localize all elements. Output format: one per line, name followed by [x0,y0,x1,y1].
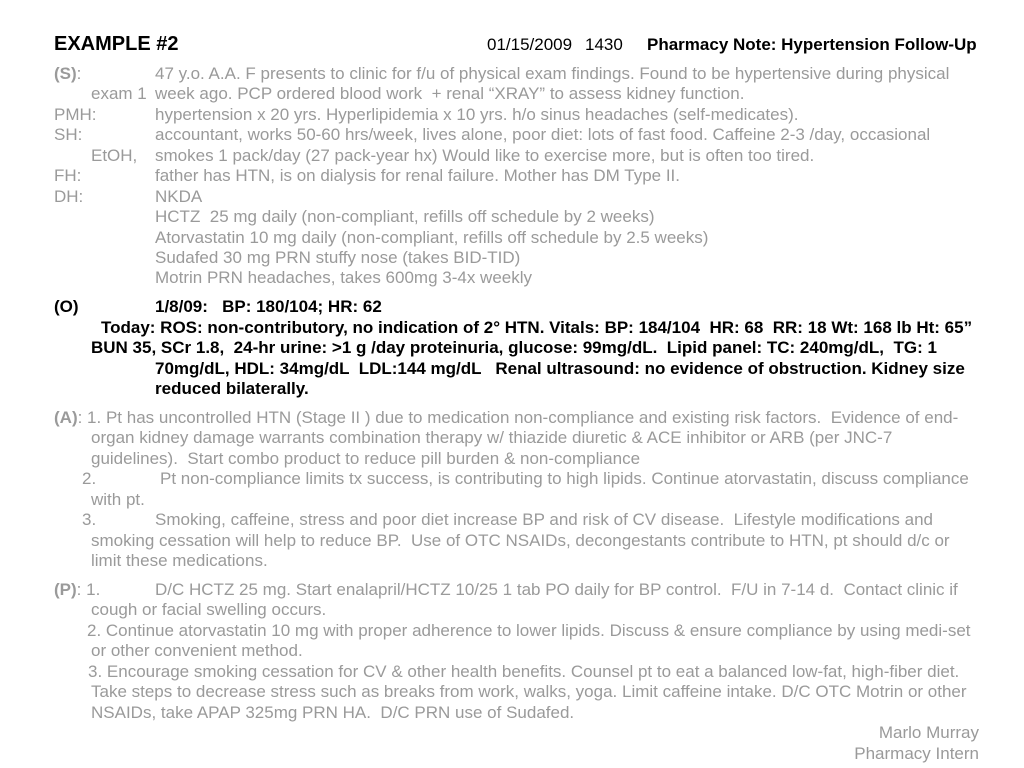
plan-line [0,682,1024,702]
objective-line [0,318,1024,338]
medication-line [0,207,1024,227]
plan-line-text: cough or facial swelling occurs. [91,600,327,620]
subjective-label: (S) [54,64,77,83]
assessment-line-text: with pt. [91,489,145,509]
objective-line-text: 1/8/09: BP: 180/104; HR: 62 [155,297,382,317]
plan-line [0,621,1024,641]
plan-line-text: Take steps to decrease stress such as breaks from work, walks, yoga. Limit caffeine intake. D/C OTC Motrin or other [91,682,967,702]
signature-block [0,723,1024,764]
medication-line [0,228,1024,248]
subjective-heading [54,64,81,84]
medication-line [0,248,1024,268]
note-title: Pharmacy Note: Hypertension Follow-Up [647,35,977,54]
assessment-line [0,551,1024,571]
assessment-line [0,510,1024,530]
subjective-line-text: 47 y.o. A.A. F presents to clinic for f/u of physical exam findings. Found to be hypertensive during physical [155,64,950,83]
assessment-line-text: organ kidney damage warrants combination therapy w/ thiazide diuretic & ACE inhibitor or ARB (per JNC-7 [91,428,893,448]
subjective-line [0,84,1024,104]
slide-title: EXAMPLE #2 [54,33,179,55]
subjective-line [0,125,1024,145]
assessment-line-text: limit these medications. [91,551,268,571]
assessment-line-text: Smoking, caffeine, stress and poor diet increase BP and risk of CV disease. Lifestyle modifications and [155,510,934,530]
objective-line-text: reduced bilaterally. [155,379,309,399]
signature-role: Pharmacy Intern [854,743,979,763]
assessment-item-number: 2. [82,469,97,489]
plan-line-text: NSAIDs, take APAP 325mg PRN HA. D/C PRN use of Sudafed. [91,702,575,722]
assessment-item-number: 3. [82,510,97,530]
assessment-line [0,449,1024,469]
assessment-line [0,428,1024,448]
pmh-label: PMH: [54,104,97,124]
objective-line [0,379,1024,399]
plan-line [0,600,1024,620]
plan-line-text: 3. Encourage smoking cessation for CV & other health benefits. Counsel pt to eat a balanced low-fat, high-fiber diet. [88,661,960,681]
subjective-line [0,105,1024,125]
dh-label: DH: [54,186,84,206]
assessment-line-text: smoking cessation will help to reduce BP. Use of OTC NSAIDs, decongestants contribute to HTN, pt should d/c or [91,530,950,550]
subjective-line-lead: exam 1 [91,84,147,104]
objective-line [0,297,1024,317]
plan-line [0,662,1024,682]
assessment-label: (A) [54,408,78,427]
subjective-section [0,64,1024,289]
assessment-line [0,531,1024,551]
subjective-line [0,64,1024,84]
medication-text: Atorvastatin 10 mg daily (non-compliant, refills off schedule by 2.5 weeks) [155,227,709,247]
subjective-line-text: week ago. PCP ordered blood work + renal “XRAY” to assess kidney function. [155,84,745,104]
medication-text: Sudafed 30 mg PRN stuffy nose (takes BID-TID) [155,247,521,267]
objective-label: (O) [54,297,79,317]
assessment-line [0,408,1024,428]
objective-line-text: BUN 35, SCr 1.8, 24-hr urine: >1 g /day proteinuria, glucose: 99mg/dL. Lipid panel: TC: 240mg/dL, TG: 1 [91,338,937,358]
objective-line-text: 70mg/dL, HDL: 34mg/dL LDL:144 mg/dL Renal ultrasound: no evidence of obstruction. Kidney size [155,358,965,378]
plan-line [0,641,1024,661]
subjective-line [0,146,1024,166]
subjective-line-lead: EtOH, [91,145,138,165]
subjective-line [0,166,1024,186]
subjective-line-text: hypertension x 20 yrs. Hyperlipidemia x 10 yrs. h/o sinus headaches (self-medicates). [155,104,799,124]
assessment-line-text: : 1. Pt has uncontrolled HTN (Stage II ) due to medication non-compliance and existing risk factors. Evidence of end- [77,408,959,427]
medication-line [0,268,1024,288]
plan-heading [54,580,100,600]
note-time: 1430 [585,35,623,54]
assessment-line-text: guidelines). Start combo product to reduce pill burden & non-compliance [91,448,641,468]
signature-name: Marlo Murray [878,723,979,743]
objective-line-text: Today: ROS: non-contributory, no indication of 2° HTN. Vitals: BP: 184/104 HR: 68 RR: 18 Wt: 168 lb Ht: 65” [101,317,973,337]
subjective-line-text: NKDA [155,186,203,206]
sh-label: SH: [54,125,83,145]
subjective-line-text: smokes 1 pack/day (27 pack-year hx) Would like to exercise more, but is often too tired. [155,145,815,165]
objective-line [0,359,1024,379]
assessment-section [0,408,1024,572]
assessment-heading-line [54,408,958,428]
objective-section [0,297,1024,399]
subjective-line-text: accountant, works 50-60 hrs/week, lives alone, poor diet: lots of fast food. Caffeine 2-3 /day, occasional [155,125,931,145]
subjective-label-colon: : [76,64,82,83]
plan-line [0,703,1024,723]
plan-line-text: 2. Continue atorvastatin 10 mg with proper adherence to lower lipids. Discuss & ensure compliance by using medi-set [87,620,971,640]
assessment-line [0,490,1024,510]
plan-line [0,580,1024,600]
subjective-line-text: father has HTN, is on dialysis for renal failure. Mother has DM Type II. [155,166,681,186]
plan-line-text: or other convenient method. [91,641,303,661]
plan-label: (P) [54,580,77,599]
medication-text: HCTZ 25 mg daily (non-compliant, refills off schedule by 2 weeks) [155,207,655,227]
objective-line [0,338,1024,358]
subjective-line [0,187,1024,207]
medication-text: Motrin PRN headaches, takes 600mg 3-4x weekly [155,268,533,288]
assessment-line [0,469,1024,489]
fh-label: FH: [54,166,82,186]
plan-line-text: D/C HCTZ 25 mg. Start enalapril/HCTZ 10/25 1 tab PO daily for BP control. F/U in 7-14 d. Contact clinic if [155,580,958,599]
plan-section [0,580,1024,723]
plan-item-number: : 1. [76,580,101,599]
assessment-line-text: Pt non-compliance limits tx success, is contributing to high lipids. Continue atorvastatin, discuss compliance [160,469,969,489]
note-date: 01/15/2009 [487,35,573,54]
soap-note-body [0,64,1024,764]
